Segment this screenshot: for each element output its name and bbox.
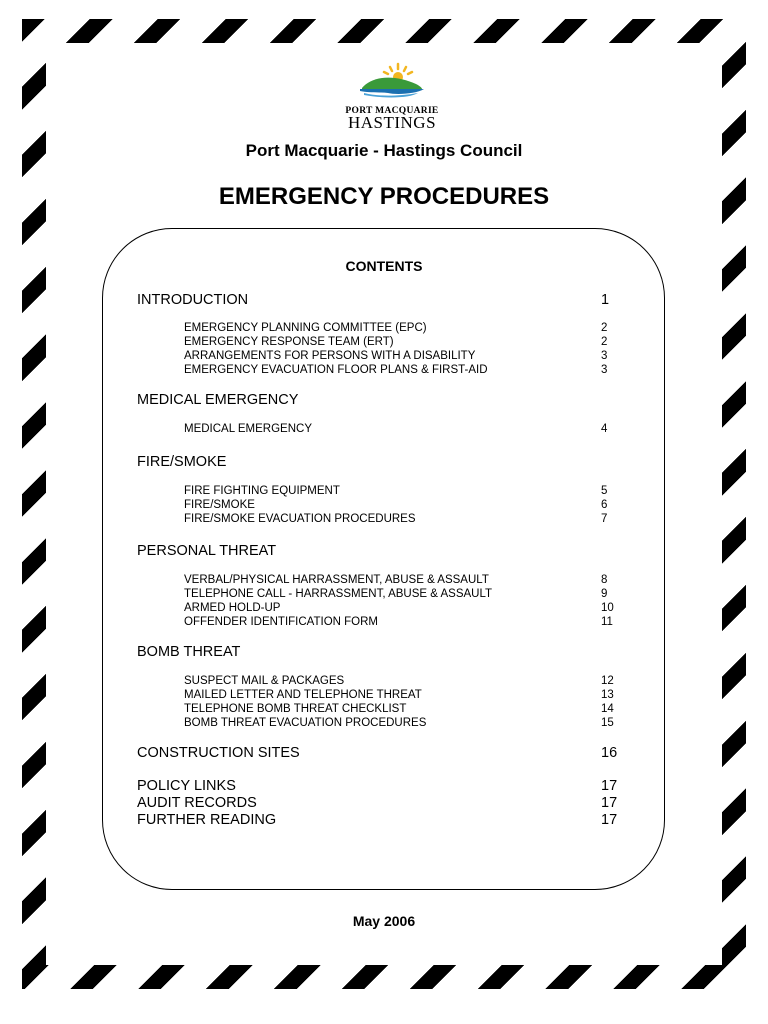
toc-item-page: 5 — [601, 485, 608, 497]
toc-item: MEDICAL EMERGENCY — [184, 423, 313, 435]
toc-item: EMERGENCY EVACUATION FLOOR PLANS & FIRST-AID — [184, 364, 488, 376]
logo-text-line2: HASTINGS — [347, 113, 437, 132]
organization-name: Port Macquarie - Hastings Council — [245, 141, 523, 160]
section-title: CONSTRUCTION SITES — [137, 745, 300, 761]
toc-item: BOMB THREAT EVACUATION PROCEDURES — [184, 717, 427, 729]
toc-item-page: 2 — [601, 336, 608, 348]
section-title: BOMB THREAT — [137, 644, 241, 660]
section-page: 1 — [601, 292, 610, 308]
toc-item: ARMED HOLD-UP — [184, 602, 281, 614]
toc-item-page: 12 — [601, 675, 614, 687]
council-logo — [336, 62, 448, 132]
toc-item-page: 7 — [601, 513, 608, 525]
section-title: FIRE/SMOKE — [137, 454, 227, 470]
toc-item: SUSPECT MAIL & PACKAGES — [184, 675, 345, 687]
section-page: 17 — [601, 812, 618, 828]
toc-item-page: 15 — [601, 717, 614, 729]
toc-item-page: 8 — [601, 574, 608, 586]
section-title: POLICY LINKS — [137, 778, 236, 794]
toc-item: FIRE/SMOKE EVACUATION PROCEDURES — [184, 513, 416, 525]
toc-item-page: 14 — [601, 703, 614, 715]
toc-item-page: 3 — [601, 364, 608, 376]
toc-item: ARRANGEMENTS FOR PERSONS WITH A DISABILITY — [184, 350, 476, 362]
toc-item-page: 9 — [601, 588, 608, 600]
toc-item: FIRE/SMOKE — [184, 499, 255, 511]
section-title: FURTHER READING — [137, 812, 277, 828]
section-page: 16 — [601, 745, 618, 761]
toc-item: EMERGENCY RESPONSE TEAM (ERT) — [184, 336, 394, 348]
section-title: MEDICAL EMERGENCY — [137, 392, 299, 408]
toc-item-page: 3 — [601, 350, 608, 362]
toc-item: EMERGENCY PLANNING COMMITTEE (EPC) — [184, 322, 427, 334]
logo-emblem-icon — [336, 62, 448, 102]
toc-item-page: 2 — [601, 322, 608, 334]
section-title: INTRODUCTION — [137, 292, 249, 308]
toc-item-page: 4 — [601, 423, 608, 435]
page-title: EMERGENCY PROCEDURES — [218, 183, 550, 210]
section-title: AUDIT RECORDS — [137, 795, 257, 811]
toc-item-page: 13 — [601, 689, 614, 701]
logo-text-line1: PORT MACQUARIE — [345, 106, 439, 116]
toc-item: TELEPHONE BOMB THREAT CHECKLIST — [184, 703, 407, 715]
contents-heading: CONTENTS — [345, 258, 423, 274]
toc-item: VERBAL/PHYSICAL HARRASSMENT, ABUSE & ASSAULT — [184, 574, 489, 586]
toc-item-page: 6 — [601, 499, 608, 511]
section-page: 17 — [601, 795, 618, 811]
toc-item: TELEPHONE CALL - HARRASSMENT, ABUSE & ASSAULT — [184, 588, 493, 600]
document-date: May 2006 — [352, 913, 416, 929]
toc-item-page: 11 — [601, 616, 613, 628]
toc-item: OFFENDER IDENTIFICATION FORM — [184, 616, 379, 628]
toc-item: MAILED LETTER AND TELEPHONE THREAT — [184, 689, 422, 701]
section-title: PERSONAL THREAT — [137, 543, 277, 559]
section-page: 17 — [601, 778, 618, 794]
toc-item: FIRE FIGHTING EQUIPMENT — [184, 485, 340, 497]
toc-item-page: 10 — [601, 602, 614, 614]
